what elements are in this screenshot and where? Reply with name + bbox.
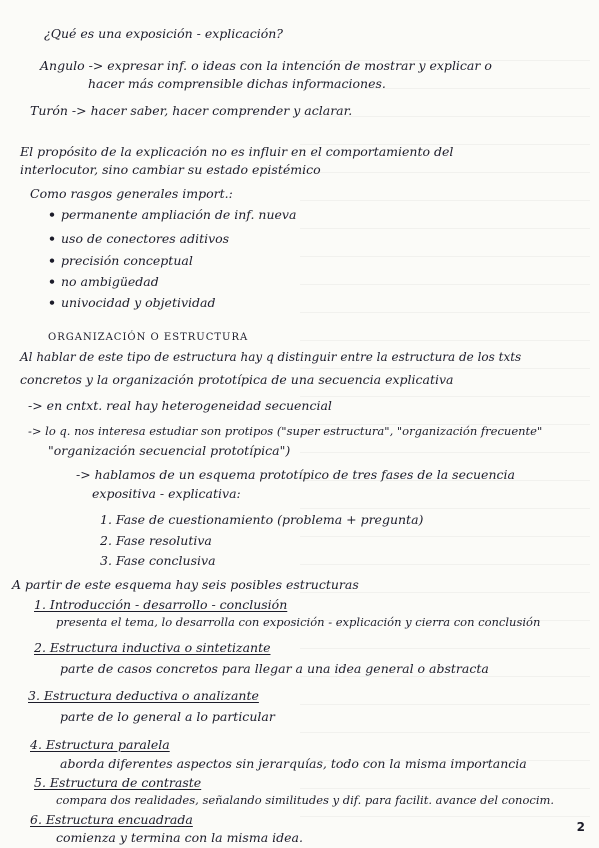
- bullet-icon: •: [48, 253, 56, 268]
- estructura-desc: aborda diferentes aspectos sin jerarquías, todo con la misma importancia: [60, 756, 527, 771]
- angulo-definition: Angulo -> expresar inf. o ideas con la intención de mostrar y explicar o: [40, 58, 492, 73]
- org-line-6: -> hablamos de un esquema prototípico de tres fases de la secuencia: [76, 467, 515, 482]
- estructuras-intro: A partir de este esquema hay seis posibles estructuras: [12, 577, 359, 592]
- estructura-title: 1. Introducción - desarrollo - conclusión: [34, 597, 288, 612]
- org-line-7: expositiva - explicativa:: [92, 486, 241, 501]
- proposito-line-2: interlocutor, sino cambiar su estado epistémico: [20, 162, 321, 177]
- estructura-title: 5. Estructura de contraste: [34, 775, 202, 790]
- rasgo-item: • precisión conceptual: [48, 253, 193, 268]
- bullet-icon: •: [48, 274, 56, 289]
- estructura-desc: compara dos realidades, señalando similitudes y dif. para facilit. avance del conocim.: [56, 793, 555, 807]
- fase-item: 3. Fase conclusiva: [100, 553, 216, 568]
- rasgo-item: • uso de conectores aditivos: [48, 231, 230, 246]
- org-line-5: "organización secuencial prototípica"): [48, 443, 291, 458]
- estructura-desc: comienza y termina con la misma idea.: [56, 830, 303, 845]
- estructura-desc: parte de lo general a lo particular: [60, 709, 275, 724]
- estructura-title: 4. Estructura paralela: [30, 737, 170, 752]
- angulo-definition-cont: hacer más comprensible dichas informaciones.: [88, 76, 386, 91]
- org-line-4: -> lo q. nos interesa estudiar son protipos ("super estructura", "organización frecuente": [28, 424, 543, 438]
- rasgos-intro: Como rasgos generales import.:: [30, 186, 233, 201]
- turon-definition: Turón -> hacer saber, hacer comprender y aclarar.: [30, 103, 353, 118]
- estructura-desc: parte de casos concretos para llegar a una idea general o abstracta: [60, 661, 489, 676]
- estructura-desc: presenta el tema, lo desarrolla con exposición - explicación y cierra con conclusión: [56, 615, 541, 629]
- org-line-1: Al hablar de este tipo de estructura hay q distinguir entre la estructura de los txts: [20, 350, 522, 364]
- section-heading: ORGANIZACIÓN O ESTRUCTURA: [48, 332, 249, 343]
- fase-item: 1. Fase de cuestionamiento (problema + pregunta): [100, 512, 424, 527]
- rasgo-item: • no ambigüedad: [48, 274, 159, 289]
- page-number: 2: [576, 820, 585, 834]
- estructura-title: 3. Estructura deductiva o analizante: [28, 688, 259, 703]
- question-title: ¿Qué es una exposición - explicación?: [44, 26, 283, 41]
- estructura-title: 2. Estructura inductiva o sintetizante: [34, 640, 271, 655]
- estructura-title: 6. Estructura encuadrada: [30, 812, 193, 827]
- bullet-icon: •: [48, 231, 56, 246]
- bullet-icon: •: [48, 295, 56, 310]
- bullet-icon: •: [48, 207, 56, 222]
- org-line-2: concretos y la organización prototípica de una secuencia explicativa: [20, 372, 454, 387]
- rasgo-item: • permanente ampliación de inf. nueva: [48, 207, 297, 222]
- rasgo-item: • univocidad y objetividad: [48, 295, 216, 310]
- org-line-3: -> en cntxt. real hay heterogeneidad secuencial: [28, 398, 332, 413]
- fase-item: 2. Fase resolutiva: [100, 533, 212, 548]
- proposito-line-1: El propósito de la explicación no es influir en el comportamiento del: [20, 144, 454, 159]
